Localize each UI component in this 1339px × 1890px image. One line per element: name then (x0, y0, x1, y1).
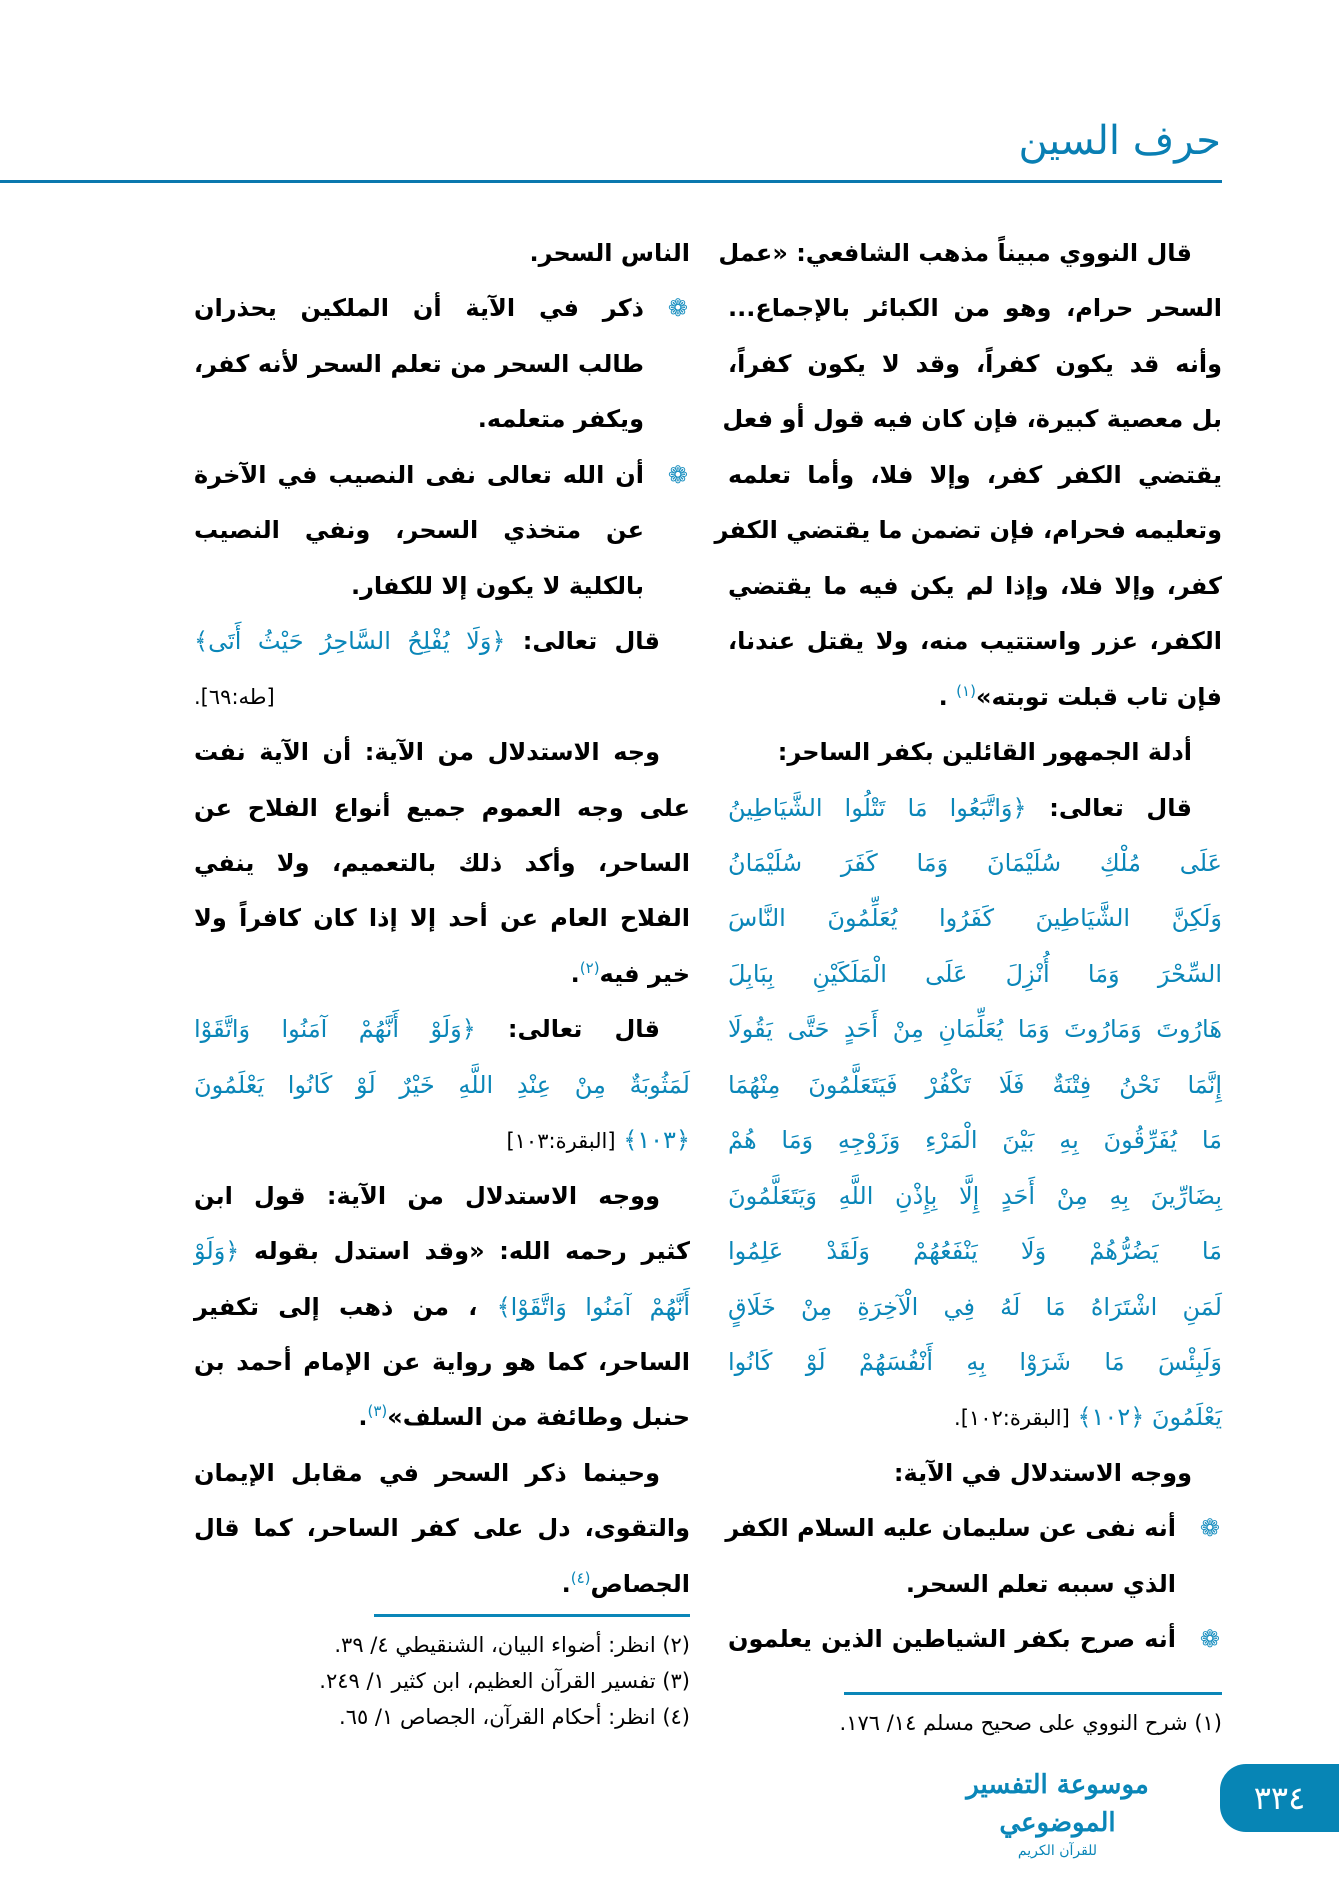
text-line (194, 559, 690, 614)
quran-verse: ﴿وَلَوْ (194, 1237, 240, 1266)
body-text: كثير رحمه الله: «وقد استدل بقوله (239, 1237, 690, 1266)
body-text: عن متخذي السحر، ونفي النصيب (194, 516, 644, 545)
text-line (728, 891, 1222, 946)
quran-verse: لَمَنِ اشْتَرَاهُ مَا لَهُ فِي الْآخِرَةِ مِنْ خَلَاقٍ (728, 1292, 1222, 1321)
text-line (728, 614, 1222, 669)
text-line (728, 781, 1222, 836)
text-line (194, 337, 690, 392)
text-line (728, 1169, 1222, 1224)
footnote: (٣) تفسير القرآن العظيم، ابن كثير ١/ ٢٤٩. (319, 1669, 690, 1693)
verse-citation: [البقرة:١٠٣] (506, 1129, 616, 1154)
text-line (728, 1058, 1222, 1113)
text-line (194, 1224, 690, 1279)
footnote-ref[interactable]: (٣) (367, 1402, 388, 1421)
footnote-rule-left (374, 1614, 690, 1617)
text-line (194, 1169, 690, 1224)
body-text: ويكفر متعلمه. (477, 405, 644, 434)
header-rule (0, 180, 1222, 183)
verse-citation: [طه:٦٩]. (194, 684, 275, 709)
body-text: قال تعالى: (475, 1015, 660, 1044)
quran-verse: ﴿وَلَوْ أَنَّهُمْ آمَنُوا وَاتَّقَوْا (194, 1015, 476, 1044)
body-text: وحينما ذكر السحر في مقابل الإيمان (194, 1458, 660, 1487)
quran-verse: إِنَّمَا نَحْنُ فِتْنَةٌ فَلَا تَكْفُرْ فَيَتَعَلَّمُونَ مِنْهُمَا (728, 1070, 1222, 1099)
footnote: (١) شرح النووي على صحيح مسلم ١٤/ ١٧٦. (839, 1711, 1222, 1735)
body-text: . (561, 1569, 571, 1598)
body-text: قال تعالى: (505, 627, 660, 656)
text-line (194, 281, 690, 336)
text-line (194, 226, 690, 281)
body-text: الذي سببه تعلم السحر. (905, 1569, 1176, 1598)
footnote: (٢) انظر: أضواء البيان، الشنقيطي ٤/ ٣٩. (334, 1633, 690, 1657)
quran-verse: وَلَكِنَّ الشَّيَاطِينَ كَفَرُوا يُعَلِّمُونَ النَّاسَ (728, 904, 1222, 933)
text-line (728, 725, 1222, 780)
body-text: وجه الاستدلال من الآية: أن الآية نفت (194, 738, 660, 767)
text-line (194, 1280, 690, 1335)
text-line (725, 1501, 1222, 1556)
text-line (728, 670, 1222, 725)
text-line (194, 1557, 690, 1612)
body-text: قال تعالى: (1026, 793, 1192, 822)
body-text: أنه نفى عن سليمان عليه السلام الكفر (725, 1514, 1176, 1543)
body-text: على وجه العموم جميع أنواع الفلاح عن (194, 793, 690, 822)
quran-verse: مَا يَضُرُّهُمْ وَلَا يَنْفَعُهُمْ وَلَقَدْ عَلِمُوا (728, 1237, 1222, 1266)
footnote-ref[interactable]: (٢) (579, 958, 600, 977)
body-text: طالب السحر من تعلم السحر لأنه كفر، (194, 349, 644, 378)
section-title: حرف السين (1018, 118, 1221, 164)
text-line (194, 1002, 690, 1057)
quran-verse: عَلَى مُلْكِ سُلَيْمَانَ وَمَا كَفَرَ سُلَيْمَانُ (728, 848, 1222, 877)
text-line (714, 503, 1222, 558)
quran-verse: مَا يُفَرِّقُونَ بِهِ بَيْنَ الْمَرْءِ وَزَوْجِهِ وَمَا هُمْ (728, 1126, 1222, 1155)
body-text: الساحر، وأكد ذلك بالتعميم، ولا ينفي (194, 848, 690, 877)
body-text: ووجه الاستدلال من الآية: قول ابن (194, 1181, 660, 1210)
flower-bullet-icon: ❁ (1199, 1625, 1220, 1654)
footnote-rule-right (844, 1692, 1222, 1695)
footnote: (٤) انظر: أحكام القرآن، الجصاص ١/ ٦٥. (339, 1705, 690, 1729)
body-text: وأنه قد يكون كفراً، وقد لا يكون كفراً، (728, 349, 1222, 378)
text-line (728, 337, 1222, 392)
text-line (728, 559, 1222, 614)
text-line (728, 281, 1222, 336)
footnote-ref[interactable]: (١) (956, 681, 976, 700)
body-text: وتعليمه فحرام، فإن تضمن ما يقتضي الكفر (714, 516, 1222, 545)
quran-verse: هَارُوتَ وَمَارُوتَ وَمَا يُعَلِّمَانِ مِنْ أَحَدٍ حَتَّى يَقُولَا (728, 1015, 1222, 1044)
body-text: بالكلية لا يكون إلا للكفار. (350, 571, 644, 600)
text-line (728, 1335, 1222, 1390)
body-text: الساحر، كما هو رواية عن الإمام أحمد بن (194, 1348, 690, 1376)
text-line (194, 503, 690, 558)
body-text: ، من ذهب إلى تكفير (194, 1292, 497, 1321)
text-line (728, 1557, 1222, 1612)
body-text: الناس السحر. (529, 239, 690, 267)
body-text: أنه صرح بكفر الشياطين الذين يعلمون (728, 1625, 1176, 1654)
text-line (194, 1113, 690, 1168)
quran-verse: ﴿وَاتَّبَعُوا مَا تَتْلُوا الشَّيَاطِينُ (728, 793, 1027, 822)
text-line (194, 1446, 690, 1501)
quran-verse: وَلَبِئْسَ مَا شَرَوْا بِهِ أَنْفُسَهُمْ لَوْ كَانُوا (728, 1348, 1222, 1376)
text-line (194, 1335, 690, 1390)
encyclopedia-logo (935, 1766, 1180, 1860)
body-text: أن الله تعالى نفى النصيب في الآخرة (194, 460, 644, 489)
body-text: قال النووي مبيناً مذهب الشافعي: «عمل (718, 239, 1192, 267)
text-line (728, 1390, 1222, 1445)
body-text: . (570, 959, 580, 988)
text-line (728, 1446, 1222, 1501)
body-text: كفر، وإلا فلا، وإذا لم يكن فيه ما يقتضي (728, 571, 1222, 600)
body-text: فإن تاب قبلت توبته» (975, 682, 1222, 711)
quran-verse: أَنَّهُمْ آمَنُوا وَاتَّقَوْا﴾ (496, 1292, 691, 1321)
page-number-badge: ٣٣٤ (1220, 1764, 1339, 1832)
body-text: يقتضي الكفر كفر، وإلا فلا، وأما تعلمه (728, 460, 1222, 489)
text-line (194, 1390, 690, 1445)
text-line (194, 1058, 690, 1113)
body-text: ذكر في الآية أن الملكين يحذران (194, 294, 644, 323)
quran-verse: ﴿وَلَا يُفْلِحُ السَّاحِرُ حَيْثُ أَتَى﴾ (194, 627, 506, 656)
text-line (194, 1501, 690, 1556)
body-text: . (358, 1403, 368, 1432)
logo-title: موسوعة التفسير الموضوعي (966, 1770, 1149, 1838)
text-line (194, 891, 690, 946)
body-text: ووجه الاستدلال في الآية: (893, 1458, 1192, 1487)
quran-verse: بِضَارِّينَ بِهِ مِنْ أَحَدٍ إِلَّا بِإِذْنِ اللَّهِ وَيَتَعَلَّمُونَ (728, 1181, 1222, 1210)
text-line (728, 1113, 1222, 1168)
flower-bullet-icon: ❁ (1199, 1514, 1220, 1543)
text-line (194, 670, 690, 725)
logo-subtitle: للقرآن الكريم (1017, 1843, 1098, 1859)
body-text: بل معصية كبيرة، فإن كان فيه قول أو فعل (722, 405, 1222, 434)
body-text: الكفر، عزر واستتيب منه، ولا يقتل عندنا، (728, 627, 1222, 656)
text-line (728, 1002, 1222, 1057)
text-line (194, 836, 690, 891)
text-line (194, 781, 690, 836)
flower-bullet-icon: ❁ (667, 460, 688, 489)
quran-verse: السِّحْرَ وَمَا أُنْزِلَ عَلَى الْمَلَكَيْنِ بِبَابِلَ (728, 959, 1222, 988)
text-line (728, 836, 1222, 891)
body-text: أدلة الجمهور القائلين بكفر الساحر: (777, 738, 1192, 767)
text-line (194, 947, 690, 1002)
text-line (194, 614, 690, 669)
body-text: . (938, 682, 957, 711)
body-text: الفلاح العام عن أحد إلا إذا كان كافراً ولا (194, 904, 690, 933)
text-line (728, 1280, 1222, 1335)
quran-verse: يَعْلَمُونَ ﴿١٠٢﴾ (1069, 1403, 1222, 1432)
text-line (194, 392, 690, 447)
text-line (194, 725, 690, 780)
text-line (728, 947, 1222, 1002)
text-line (728, 448, 1222, 503)
text-line (722, 392, 1222, 447)
text-line (194, 448, 690, 503)
body-text: خير فيه (599, 959, 690, 988)
text-line (728, 1612, 1222, 1667)
footnote-ref[interactable]: (٤) (570, 1568, 591, 1587)
body-text: حنبل وطائفة من السلف» (387, 1403, 690, 1432)
body-text: السحر حرام، وهو من الكبائر بالإجماع... (728, 294, 1222, 323)
flower-bullet-icon: ❁ (667, 294, 688, 323)
quran-verse: ﴿١٠٣﴾ (615, 1126, 690, 1155)
text-line (728, 1224, 1222, 1279)
verse-citation: [البقرة:١٠٢]. (954, 1406, 1070, 1431)
body-text: الجصاص (590, 1569, 690, 1598)
body-text: والتقوى، دل على كفر الساحر، كما قال (194, 1514, 690, 1543)
quran-verse: لَمَثُوبَةٌ مِنْ عِنْدِ اللَّهِ خَيْرٌ لَوْ كَانُوا يَعْلَمُونَ (194, 1070, 690, 1099)
text-line (718, 226, 1222, 281)
